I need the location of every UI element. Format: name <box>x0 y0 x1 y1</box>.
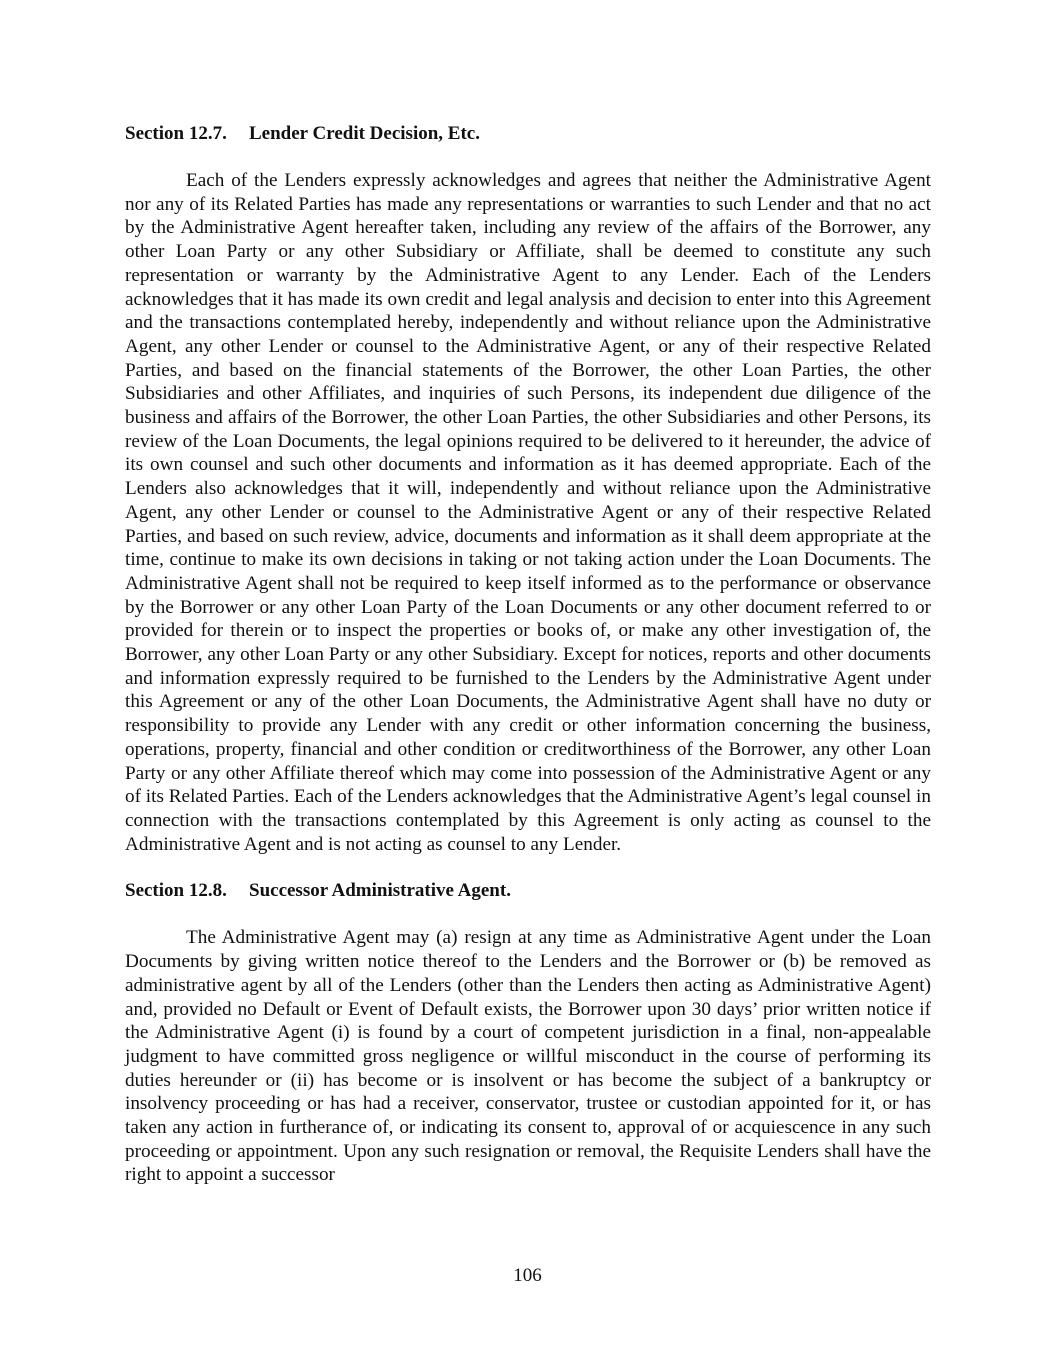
section-heading-12-7 <box>125 122 931 146</box>
section-number: Section 12.7. <box>125 123 227 144</box>
section-body-12-8: The Administrative Agent may (a) resign at any time as Administrative Agent under the Loan Documents by giving written notice thereof to the Lenders and the Borrower or (b) be removed as administrative agent by all of the Lenders (other than the Lenders then acting as Administrative Agent) and, provided no Default or Event of Default exists, the Borrower upon 30 days’ prior written notice if the Administrative Agent (i) is found by a court of competent jurisdiction in a final, non-appealable judgment to have committed gross negligence or willful misconduct in the course of performing its duties hereunder or (ii) has become or is insolvent or has become the subject of a bankruptcy or insolvency proceeding or has had a receiver, conservator, trustee or custodian appointed for it, or has taken any action in furtherance of, or indicating its consent to, approval of or acquiescence in any such proceeding or appointment. Upon any such resignation or removal, the Requisite Lenders shall have the right to appoint a successor <box>125 927 931 1186</box>
document-page <box>125 122 931 1187</box>
section-heading-12-8 <box>125 879 931 903</box>
page-number: 106 <box>513 1265 542 1286</box>
section-title: Lender Credit Decision, Etc. <box>249 123 480 144</box>
section-body-12-7: Each of the Lenders expressly acknowledges and agrees that neither the Administrative Agent nor any of its Related Parties has made any representations or warranties to such Lender and that no act by the Administrative Agent hereafter taken, including any review of the affairs of the Borrower, any other Loan Party or any other Subsidiary or Affiliate, shall be deemed to constitute any such representation or warranty by the Administrative Agent to any Lender. Each of the Lenders acknowledges that it has made its own credit and legal analysis and decision to enter into this Agreement and the transactions contemplated hereby, independently and without reliance upon the Administrative Agent, any other Lender or counsel to the Administrative Agent, or any of their respective Related Parties, and based on the financial statements of the Borrower, the other Loan Parties, the other Subsidiaries and other Affiliates, and inquiries of such Persons, its independent due diligence of the business and affairs of the Borrower, the other Loan Parties, the other Subsidiaries and other Persons, its review of the Loan Documents, the legal opinions required to be delivered to it hereunder, the advice of its own counsel and such other documents and information as it has deemed appropriate. Each of the Lenders also acknowledges that it will, independently and without reliance upon the Administrative Agent, any other Lender or counsel to the Administrative Agent or any of their respective Related Parties, and based on such review, advice, documents and information as it shall deem appropriate at the time, continue to make its own decisions in taking or not taking action under the Loan Documents. The Administrative Agent shall not be required to keep itself informed as to the performance or observance by the Borrower or any other Loan Party of the Loan Documents or any other document referred to or provided for therein or to inspect the properties or books of, or make any other investigation of, the Borrower, any other Loan Party or any other Subsidiary. Except for notices, reports and other documents and information expressly required to be furnished to the Lenders by the Administrative Agent under this Agreement or any of the other Loan Documents, the Administrative Agent shall have no duty or responsibility to provide any Lender with any credit or other information concerning the business, operations, property, financial and other condition or creditworthiness of the Borrower, any other Loan Party or any other Affiliate thereof which may come into possession of the Administrative Agent or any of its Related Parties. Each of the Lenders acknowledges that the Administrative Agent’s legal counsel in connection with the transactions contemplated by this Agreement is only acting as counsel to the Administrative Agent and is not acting as counsel to any Lender. <box>125 170 931 855</box>
section-number: Section 12.8. <box>125 880 227 902</box>
section-title: Successor Administrative Agent. <box>249 880 511 902</box>
